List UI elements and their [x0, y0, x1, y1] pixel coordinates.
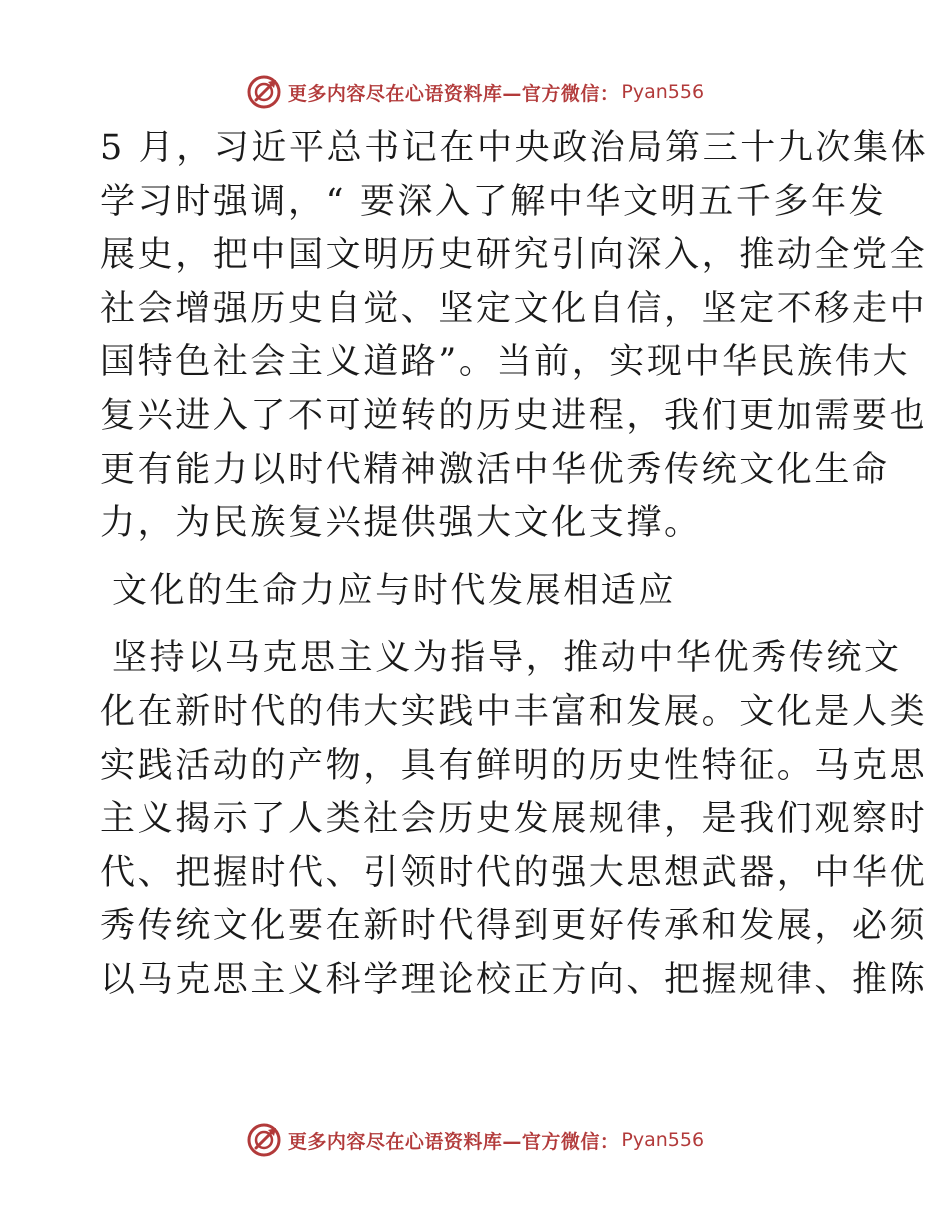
paragraph2-line: 化在新时代的伟大实践中丰富和发展。文化是人类 — [100, 691, 928, 732]
paragraph1-line: 社会增强历史自觉、坚定文化自信，坚定不移走中 — [100, 288, 928, 329]
paragraph2-line: 以马克思主义科学理论校正方向、把握规律、推陈 — [100, 959, 928, 1000]
brand-logo-icon — [246, 74, 282, 110]
paragraph-gap — [100, 618, 860, 632]
paragraph2-line: 秀传统文化要在新时代得到更好传承和发展，必须 — [100, 906, 928, 947]
footer-banner-handle: Pyan556 — [621, 1129, 705, 1151]
header-banner-text: 更多内容尽在心语资料库—官方微信： — [287, 82, 620, 105]
document-body — [100, 122, 929, 1008]
brand-logo-icon — [246, 1122, 282, 1158]
paragraph2-line: 主义揭示了人类社会历史发展规律，是我们观察时 — [100, 799, 928, 840]
header-banner-handle: Pyan556 — [621, 81, 705, 103]
paragraph1-line: 更有能力以时代精神激活中华优秀传统文化生命 — [100, 449, 890, 490]
paragraph1-line: 学习时强调，“ 要深入了解中华文明五千多年发 — [100, 181, 887, 222]
section-heading: 文化的生命力应与时代发展相适应 — [112, 570, 677, 611]
paragraph2-line: 代、把握时代、引领时代的强大思想武器，中华优 — [100, 852, 928, 893]
paragraph1-line: 复兴进入了不可逆转的历史进程，我们更加需要也 — [100, 395, 928, 436]
footer-banner-text: 更多内容尽在心语资料库—官方微信： — [287, 1130, 620, 1153]
paragraph1-line: 国特色社会主义道路”。当前，实现中华民族伟大 — [100, 342, 911, 383]
footer-banner — [0, 1120, 950, 1160]
paragraph1-line: 力，为民族复兴提供强大文化支撑。 — [100, 503, 702, 544]
paragraph1-line: 展史，把中国文明历史研究引向深入，推动全党全 — [100, 235, 928, 276]
header-banner — [0, 72, 950, 112]
paragraph2-line: 实践活动的产物，具有鲜明的历史性特征。马克思 — [100, 745, 928, 786]
paragraph1-line: 5 月，习近平总书记在中央政治局第三十九次集体 — [100, 128, 929, 168]
paragraph2-line: 坚持以马克思主义为指导，推动中华优秀传统文 — [112, 638, 902, 679]
